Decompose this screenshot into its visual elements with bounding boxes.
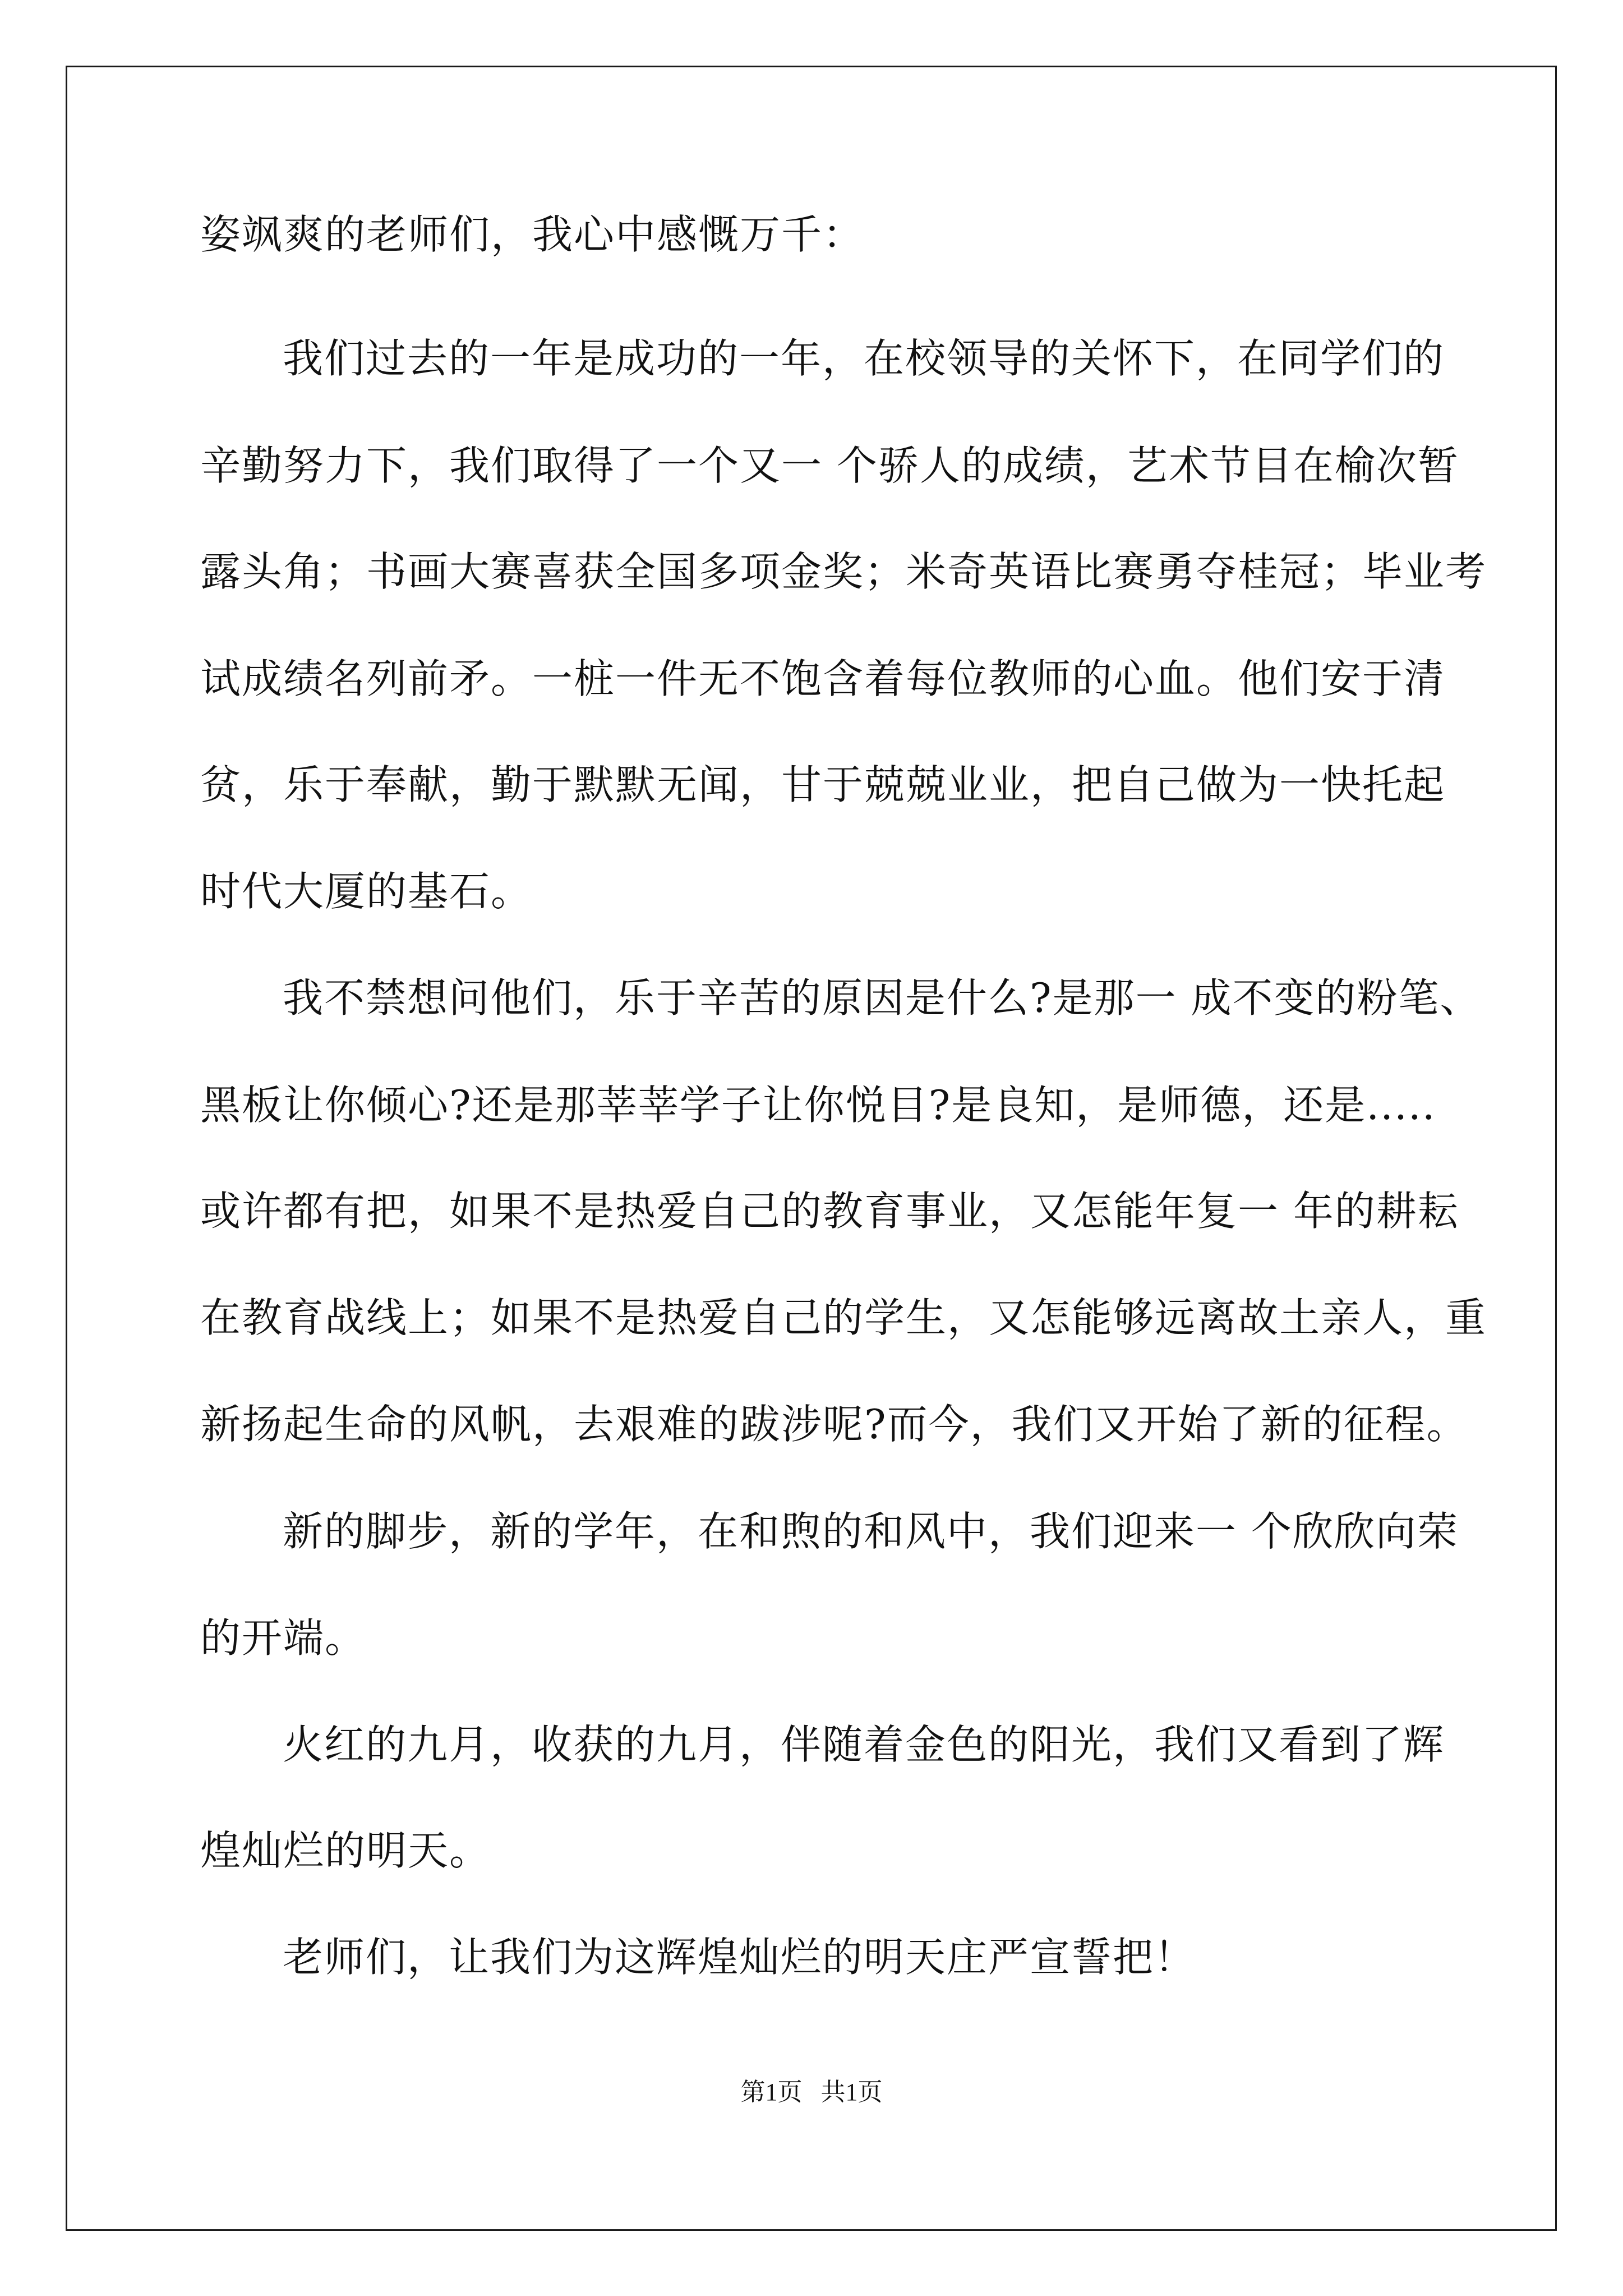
text-line: 或许都有把，如果不是热爱自己的教育事业，又怎能年复一 年的耕耘 (200, 1188, 1459, 1235)
page-number-footer: 第1页 共1页 (740, 2078, 883, 2106)
paragraph-start-line: 我不禁想问他们，乐于辛苦的原因是什么?是那一 成不变的粉笔、 (283, 974, 1482, 1022)
page-border (66, 66, 1557, 2231)
text-line: 在教育战线上；如果不是热爱自己的学生，又怎能够远离故土亲人，重 (200, 1294, 1487, 1341)
text-line: 辛勤努力下，我们取得了一个又一 个骄人的成绩，艺术节目在榆次暂 (200, 442, 1459, 489)
paragraph-start-line: 我们过去的一年是成功的一年，在校领导的关怀下，在同学们的 (283, 335, 1445, 382)
text-line: 贫，乐于奉献，勤于默默无闻，甘于兢兢业业，把自己做为一快托起 (200, 761, 1446, 808)
text-line: 的开端。 (200, 1614, 367, 1662)
text-line: 露头角；书画大赛喜获全国多项金奖；米奇英语比赛勇夺桂冠；毕业考 (200, 548, 1487, 595)
text-line: 时代大厦的基石。 (200, 868, 533, 915)
paragraph-start-line: 新的脚步，新的学年，在和煦的和风中，我们迎来一 个欣欣向荣 (283, 1508, 1459, 1555)
text-line: 姿飒爽的老师们，我心中感慨万千： (200, 211, 865, 258)
paragraph-start-line: 火红的九月，收获的九月，伴随着金色的阳光，我们又看到了辉 (283, 1721, 1445, 1768)
text-line: 煌灿烂的明天。 (200, 1827, 491, 1874)
text-line: 试成绩名列前矛。一桩一件无不饱含着每位教师的心血。他们安于清 (200, 655, 1446, 702)
paragraph-start-line: 老师们，让我们为这辉煌灿烂的明天庄严宣誓把！ (283, 1934, 1196, 1981)
text-line: 黑板让你倾心?还是那莘莘学子让你悦目?是良知，是师德，还是..... (200, 1082, 1436, 1129)
text-line: 新扬起生命的风帆，去艰难的跋涉呢?而今，我们又开始了新的征程。 (200, 1401, 1468, 1448)
